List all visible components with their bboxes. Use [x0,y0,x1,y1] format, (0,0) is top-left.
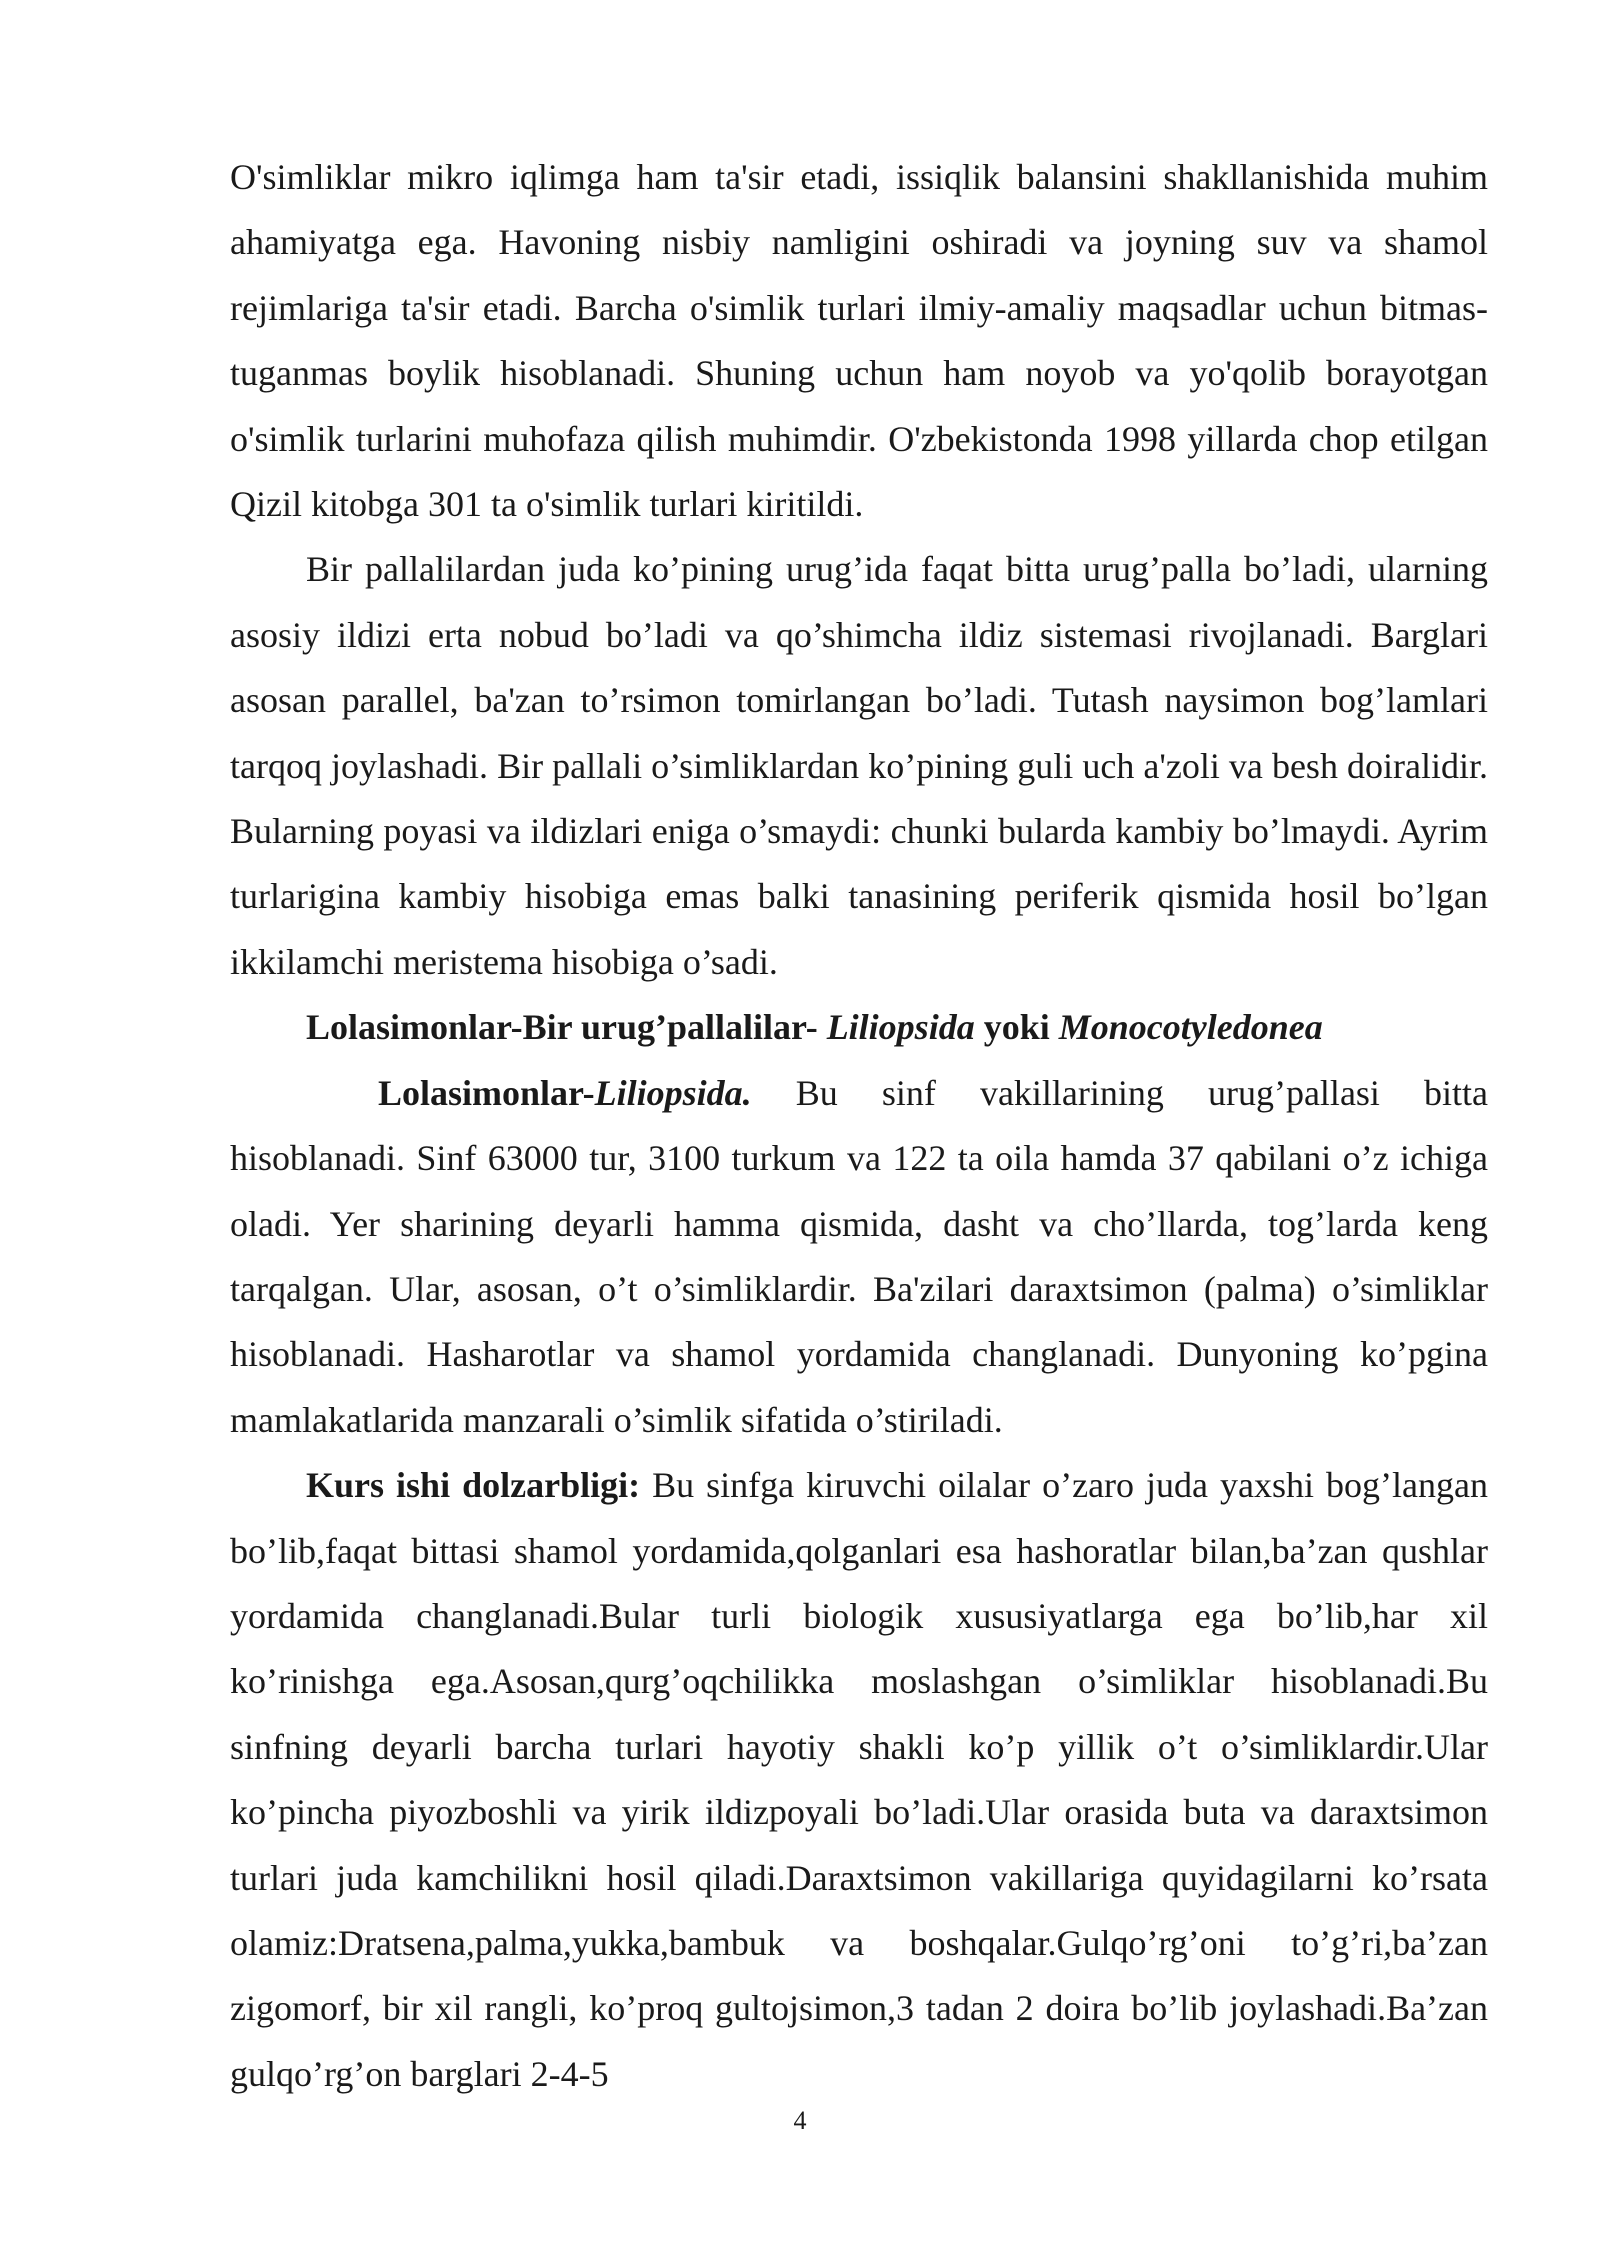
paragraph-course-relevance-text: Bu sinfga kiruvchi oilalar o’zaro juda yaxshi bog’langan bo’lib,faqat bittasi shamol yordamida,qolganlari esa hashoratlar bilan,ba’zan qushlar yordamida changlanadi.Bular turli biologik xususiyatlarga ega bo’lib,har xil ko’rinishga ega.Asosan,qurg’oqchilikka moslashgan o’simliklar hisoblanadi.Bu sinfning deyarli barcha turlari hayotiy shakli ko’p yillik o’t o’simliklardir.Ular ko’pincha piyozboshli va yirik ildizpoyali bo’ladi.Ular orasida buta va daraxtsimon turlari juda kamchilikni hosil qiladi.Daraxtsimon vakillariga quyidagilarni ko’rsata olamiz:Dratsena,palma,yukka,bambuk va boshqalar.Gulqo’rg’oni to’g’ri,ba’zan zigomorf, bir xil rangli, ko’proq gultojsimon,3 tadan 2 doira bo’lib joylashadi.Ba’zan gulqo’rg’on barglari 2-4-5 [230,1465,1489,2094]
paragraph-plant-microclimate: O'simliklar mikro iqlimga ham ta'sir etadi, issiqlik balansini shakllanishida muhim ahamiyatga ega. Havoning nisbiy namligini oshiradi va joyning suv va shamol rejimlariga ta'sir etadi. Barcha o'simlik turlari ilmiy-amaliy maqsadlar uchun bitmas-tuganmas boylik hisoblanadi. Shuning uchun ham noyob va yo'qolib borayotgan o'simlik turlarini muhofaza qilish muhimdir. O'zbekistonda 1998 yillarda chop etilgan Qizil kitobga 301 ta o'simlik turlari kiritildi. [230,157,1488,525]
document-body [230,145,1488,2107]
paragraph-liliopsida-class [230,1061,1488,1453]
paragraph-liliopsida-text: Bu sinf vakillarining urug’pallasi bitta hisoblanadi. Sinf 63000 tur, 3100 turkum va 122 ta oila hamda 37 qabilani o’z ichiga oladi. Yer sharining deyarli hamma qismida, dasht va cho’llarda, tog’larda keng tarqalgan. Ular, asosan, o’t o’simliklardir. Ba'zilari daraxtsimon (palma) o’simliklar hisoblanadi. Hasharotlar va shamol yordamida changlanadi. Dunyoning ko’pgina mamlakatlarida manzarali o’simlik sifatida o’stiriladi. [230,1072,1488,1440]
heading-latin-liliopsida: Liliopsida [826,1007,975,1048]
term-kurs-ishi-dolzarbligi: Kurs ishi dolzarbligi: [306,1465,641,1506]
heading-text-part3: yoki [974,1007,1059,1048]
term-lolasimonlar: Lolasimonlar- [378,1072,595,1113]
heading-latin-monocotyledonea: Monocotyledonea [1058,1007,1323,1048]
paragraph-course-relevance [230,1453,1488,2107]
heading-text-part1: Lolasimonlar-Bir urug’pallalilar- [306,1007,827,1048]
term-liliopsida: Liliopsida. [594,1072,752,1113]
paragraph-monocots-description: Bir pallalilardan juda ko’pining urug’ida faqat bitta urug’palla bo’ladi, ularning asosiy ildizi erta nobud bo’ladi va qo’shimcha ildiz sistemasi rivojlanadi. Barglari asosan parallel, ba'zan to’rsimon tomirlangan bo’ladi. Tutash naysimon bog’lamlari tarqoq joylashadi. Bir pallali o’simliklardan ko’pining guli uch a'zoli va besh doiralidir. Bularning poyasi va ildizlari eniga o’smaydi: chunki bularda kambiy bo’lmaydi. Ayrim turlarigina kambiy hisobiga emas balki tanasining periferik qismida hosil bo’lgan ikkilamchi meristema hisobiga o’sadi. [230,549,1488,982]
section-heading [230,995,1488,1060]
page-number: 4 [793,2106,807,2135]
